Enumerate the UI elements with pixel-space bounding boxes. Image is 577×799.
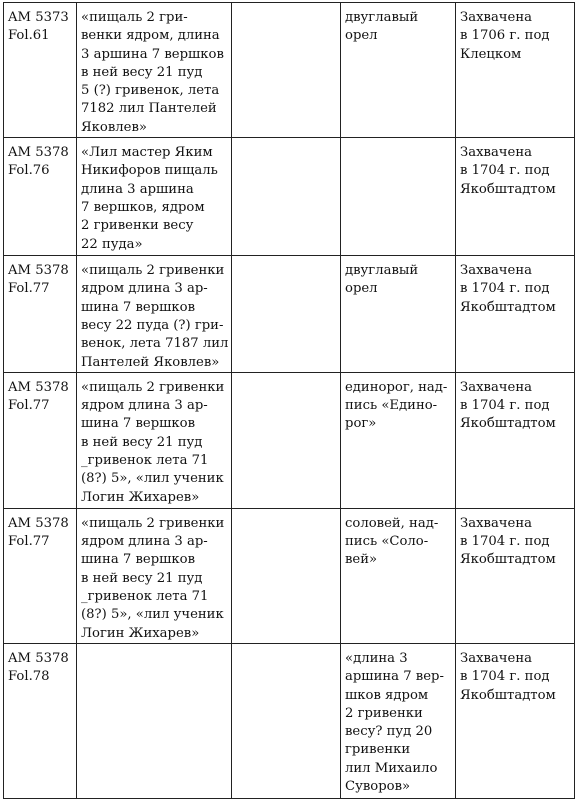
cell-empty bbox=[232, 138, 341, 256]
cell-line: «пищаль 2 гривенки bbox=[81, 515, 225, 531]
cell-line: AM 5378 bbox=[8, 515, 69, 531]
cell-line: Якобштадтом bbox=[460, 299, 556, 315]
cell-line: Fol.76 bbox=[8, 163, 50, 179]
cell-line: шина 7 вершков bbox=[81, 416, 196, 432]
cell-line: 22 пуда» bbox=[81, 236, 143, 252]
cell-line: «длина 3 bbox=[345, 650, 408, 666]
cell-line: Пантелей Яковлев» bbox=[81, 354, 220, 370]
cell-fate bbox=[456, 256, 575, 373]
cell-empty bbox=[232, 256, 341, 373]
cell-emblem bbox=[341, 372, 456, 508]
cell-archive-ref bbox=[4, 256, 77, 373]
cell-line: «Лил мастер Яким bbox=[81, 145, 213, 161]
cell-inscription bbox=[77, 508, 232, 643]
cell-fate bbox=[456, 643, 575, 798]
cell-line: Fol.77 bbox=[8, 398, 50, 414]
cell-line: Логин Жихарев» bbox=[81, 489, 200, 505]
cell-empty bbox=[77, 643, 232, 798]
cell-inscription bbox=[77, 256, 232, 373]
cell-line: ядром длина 3 ар- bbox=[81, 534, 208, 550]
cell-line: пись «Соло- bbox=[345, 534, 429, 550]
cell-archive-ref bbox=[4, 372, 77, 508]
cell-line: Захвачена bbox=[460, 10, 532, 25]
cell-empty bbox=[341, 138, 456, 256]
cell-line: весу 22 пуда (?) гри- bbox=[81, 317, 224, 333]
cell-line: в 1704 г. под bbox=[460, 534, 550, 550]
cell-line: Суворов» bbox=[345, 779, 411, 795]
cell-line: двуглавый bbox=[345, 10, 419, 25]
cell-line: AM 5378 bbox=[8, 263, 69, 279]
cell-line: Захвачена bbox=[460, 515, 532, 531]
cell-line: Логин Жихарев» bbox=[81, 625, 200, 641]
cell-archive-ref bbox=[4, 3, 77, 138]
cell-line: шина 7 вершков bbox=[81, 299, 196, 315]
cell-line: пись «Едино- bbox=[345, 398, 438, 414]
cell-fate bbox=[456, 3, 575, 138]
cell-line: венок, лета 7187 лил bbox=[81, 336, 229, 352]
cell-line: Якобштадтом bbox=[460, 416, 556, 432]
cell-line: Якобштадтом bbox=[460, 552, 556, 568]
cell-line: AM 5378 bbox=[8, 145, 69, 161]
cell-line: «пищаль 2 гри- bbox=[81, 10, 188, 25]
cell-line: весу? пуд 20 bbox=[345, 724, 433, 740]
cell-line: 2 гривенки весу bbox=[81, 218, 194, 234]
cell-line: гривенки bbox=[345, 742, 411, 758]
cell-line: вей» bbox=[345, 552, 378, 568]
cell-line: 2 гривенки bbox=[345, 705, 423, 721]
cell-line: в ней весу 21 пуд bbox=[81, 570, 203, 586]
cell-line: AM 5378 bbox=[8, 650, 69, 666]
cell-line: Якобштадтом bbox=[460, 687, 556, 703]
table-row bbox=[4, 256, 575, 373]
cell-line: Захвачена bbox=[460, 379, 532, 395]
cell-empty bbox=[232, 508, 341, 643]
cell-line: 3 аршина 7 вершков bbox=[81, 46, 224, 62]
cell-empty bbox=[232, 372, 341, 508]
table-body bbox=[4, 3, 575, 799]
cell-line: _гривенок лета 71 bbox=[81, 589, 209, 605]
cell-line: 5 (?) гривенок, лета bbox=[81, 83, 220, 99]
cell-empty bbox=[232, 3, 341, 138]
cell-line: рог» bbox=[345, 416, 377, 432]
cannon-table bbox=[3, 2, 575, 799]
cell-line: «пищаль 2 гривенки bbox=[81, 379, 225, 395]
cell-line: в 1704 г. под bbox=[460, 163, 550, 179]
cell-line: в ней весу 21 пуд bbox=[81, 434, 203, 450]
cell-line: длина 3 аршина bbox=[81, 181, 194, 197]
cell-line: Клецком bbox=[460, 46, 522, 62]
cell-line: аршина 7 вер- bbox=[345, 669, 444, 685]
table-row bbox=[4, 372, 575, 508]
table-row bbox=[4, 138, 575, 256]
cell-line: _гривенок лета 71 bbox=[81, 453, 209, 469]
cell-line: Якобштадтом bbox=[460, 181, 556, 197]
cell-line: Fol.78 bbox=[8, 669, 50, 685]
cell-line: единорог, над- bbox=[345, 379, 448, 395]
cell-inscription bbox=[77, 138, 232, 256]
cell-line: (8?) 5», «лил ученик bbox=[81, 607, 224, 623]
cell-line: орел bbox=[345, 281, 378, 297]
cell-line: «пищаль 2 гривенки bbox=[81, 263, 225, 279]
cell-line: в 1706 г. под bbox=[460, 28, 550, 44]
cell-line: шков ядром bbox=[345, 687, 429, 703]
cell-line: лил Михаило bbox=[345, 760, 438, 776]
cell-emblem bbox=[341, 3, 456, 138]
cell-empty bbox=[232, 643, 341, 798]
cell-line: двуглавый bbox=[345, 263, 419, 279]
cell-line: в 1704 г. под bbox=[460, 398, 550, 414]
cell-line: в 1704 г. под bbox=[460, 669, 550, 685]
cell-line: Fol.77 bbox=[8, 534, 50, 550]
cell-line: 7 вершков, ядром bbox=[81, 199, 205, 215]
cell-line: AM 5373 bbox=[8, 10, 69, 25]
cell-fate bbox=[456, 508, 575, 643]
cell-emblem bbox=[341, 508, 456, 643]
cell-line: шина 7 вершков bbox=[81, 552, 196, 568]
cell-archive-ref bbox=[4, 138, 77, 256]
cell-line: ядром длина 3 ар- bbox=[81, 398, 208, 414]
cell-line: Fol.77 bbox=[8, 281, 50, 297]
cell-line: 7182 лил Пантелей bbox=[81, 101, 217, 117]
cell-line: (8?) 5», «лил ученик bbox=[81, 471, 224, 487]
cell-line: соловей, над- bbox=[345, 515, 439, 531]
cell-line: ядром длина 3 ар- bbox=[81, 281, 208, 297]
cell-emblem bbox=[341, 256, 456, 373]
cell-line: в 1704 г. под bbox=[460, 281, 550, 297]
cell-archive-ref bbox=[4, 508, 77, 643]
cell-line: AM 5378 bbox=[8, 379, 69, 395]
cell-archive-ref bbox=[4, 643, 77, 798]
cell-line: Никифоров пищаль bbox=[81, 163, 218, 179]
cell-line: Захвачена bbox=[460, 650, 532, 666]
cell-line: Захвачена bbox=[460, 145, 532, 161]
cell-line: орел bbox=[345, 28, 378, 44]
cell-line: венки ядром, длина bbox=[81, 28, 220, 44]
cell-fate bbox=[456, 372, 575, 508]
cell-emblem bbox=[341, 643, 456, 798]
table-row bbox=[4, 643, 575, 798]
cell-fate bbox=[456, 138, 575, 256]
cell-line: Захвачена bbox=[460, 263, 532, 279]
cell-inscription bbox=[77, 372, 232, 508]
cell-line: Fol.61 bbox=[8, 28, 50, 44]
table-row bbox=[4, 3, 575, 138]
table-row bbox=[4, 508, 575, 643]
cell-line: Яковлев» bbox=[81, 119, 147, 135]
cell-line: в ней весу 21 пуд bbox=[81, 64, 203, 80]
cell-inscription bbox=[77, 3, 232, 138]
